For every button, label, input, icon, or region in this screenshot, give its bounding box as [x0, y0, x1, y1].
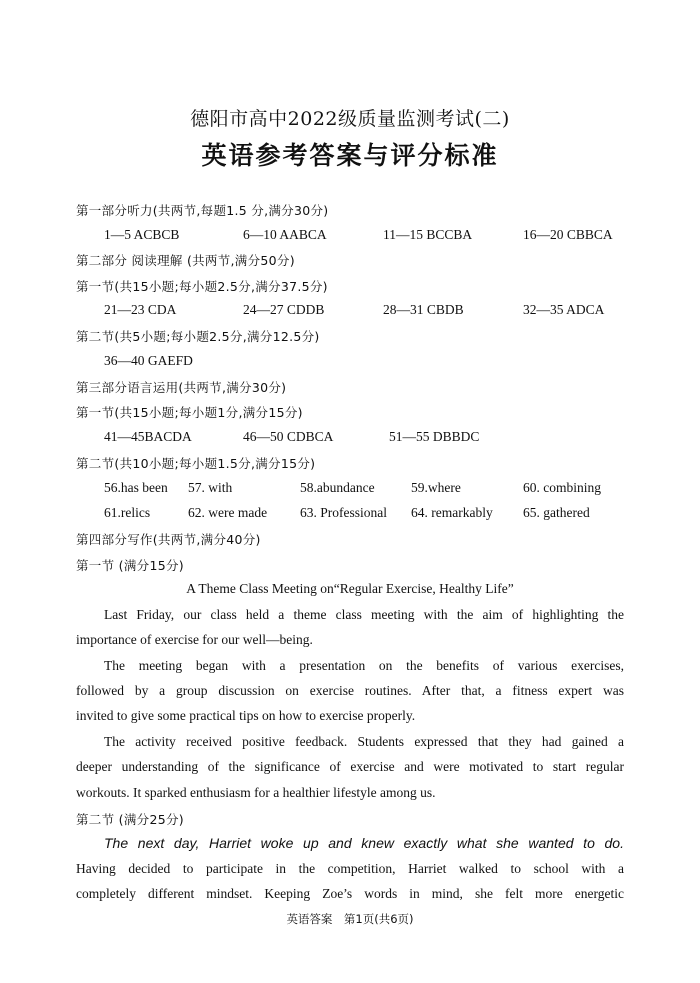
answer-group: 41—45BACDA	[104, 429, 192, 444]
answer-group: 36—40 GAEFD	[104, 353, 193, 368]
part2-section2-heading: 第二节(共5小题;每小题2.5分,满分12.5分)	[76, 329, 320, 344]
answer-group: 51—55 DBBDC	[389, 429, 480, 444]
essay-line: workouts. It sparked enthusiasm for a healthier lifestyle among us.	[76, 785, 436, 800]
part3-section1-heading: 第一节(共15小题;每小题1分,满分15分)	[76, 405, 303, 420]
part3-heading: 第三部分语言运用(共两节,满分30分)	[76, 380, 287, 395]
page-footer: 英语答案 第1页(共6页)	[286, 912, 414, 926]
answer-group: 24—27 CDDB	[243, 302, 325, 317]
answer-item: 63. Professional	[300, 505, 387, 520]
essay-line: deeper understanding of the significance of exercise and were motivated to start regular	[76, 759, 624, 774]
answer-group: 46—50 CDBCA	[243, 429, 334, 444]
story-opening-sentence: The next day, Harriet woke up and knew exactly what she wanted to do.	[104, 835, 624, 851]
part4-section1-heading: 第一节 (满分15分)	[76, 558, 184, 573]
answer-group: 21—23 CDA	[104, 302, 177, 317]
answer-group: 28—31 CBDB	[383, 302, 464, 317]
essay-line: followed by a group discussion on exercise routines. After that, a fitness expert was	[76, 683, 624, 698]
answer-item: 62. were made	[188, 505, 268, 520]
answer-item: 56.has been	[104, 480, 168, 495]
answer-item: 60. combining	[523, 480, 601, 495]
story-line: completely different mindset. Keeping Zoe’s words in mind, she felt more energetic	[76, 886, 624, 901]
exam-title: 德阳市高中2022级质量监测考试(二)	[190, 108, 510, 130]
story-line: Having decided to participate in the competition, Harriet walked to school with a	[76, 861, 624, 876]
essay-line: importance of exercise for our well—being.	[76, 632, 313, 647]
essay-line: The meeting began with a presentation on the benefits of various exercises,	[104, 658, 624, 673]
answer-group: 1—5 ACBCB	[104, 227, 180, 242]
answer-group: 11—15 BCCBA	[383, 227, 473, 242]
essay-line: The activity received positive feedback. Students expressed that they had gained a	[104, 734, 624, 749]
part4-heading: 第四部分写作(共两节,满分40分)	[76, 532, 261, 547]
essay-line: invited to give some practical tips on how to exercise properly.	[76, 708, 416, 723]
part3-section2-heading: 第二节(共10小题;每小题1.5分,满分15分)	[76, 456, 316, 471]
answer-item: 61.relics	[104, 505, 151, 520]
essay-title: A Theme Class Meeting on“Regular Exercise, Healthy Life”	[186, 581, 514, 596]
answer-group: 32—35 ADCA	[523, 302, 605, 317]
answer-item: 57. with	[188, 480, 233, 495]
part2-heading: 第二部分 阅读理解 (共两节,满分50分)	[76, 253, 295, 268]
answer-group: 16—20 CBBCA	[523, 227, 613, 242]
part2-section1-heading: 第一节(共15小题;每小题2.5分,满分37.5分)	[76, 279, 328, 294]
part1-heading: 第一部分听力(共两节,每题1.5 分,满分30分)	[76, 203, 329, 218]
answer-group: 6—10 AABCA	[243, 227, 327, 242]
part4-section2-heading: 第二节 (满分25分)	[76, 812, 184, 827]
answer-item: 59.where	[411, 480, 461, 495]
answer-item: 64. remarkably	[411, 505, 493, 520]
answer-item: 65. gathered	[523, 505, 590, 520]
essay-line: Last Friday, our class held a theme class meeting with the aim of highlighting the	[104, 607, 624, 622]
answer-key-title: 英语参考答案与评分标准	[201, 141, 499, 170]
answer-item: 58.abundance	[300, 480, 375, 495]
